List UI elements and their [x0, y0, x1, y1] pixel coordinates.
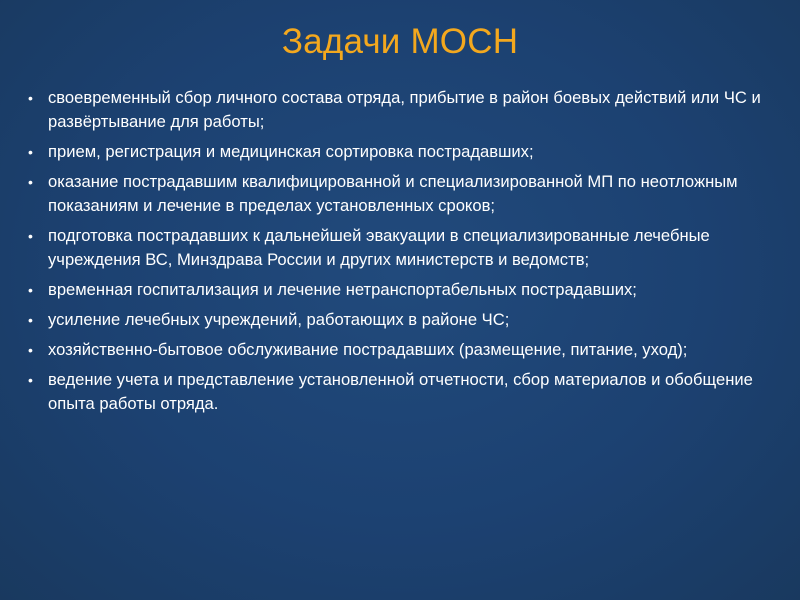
list-item: [28, 170, 780, 218]
bullet-icon: •: [28, 144, 33, 160]
bullet-icon: •: [28, 174, 33, 190]
list-item: [28, 308, 780, 332]
list-item: [28, 224, 780, 272]
list-item-text: временная госпитализация и лечение нетранспортабельных пострадавших;: [48, 280, 637, 299]
bullet-icon: •: [28, 228, 33, 244]
list-item: [28, 278, 780, 302]
list-item: [28, 338, 780, 362]
list-item-text: хозяйственно-бытовое обслуживание пострадавших (размещение, питание, уход);: [48, 340, 688, 359]
bullet-list: [28, 86, 780, 422]
slide-title: Задачи МОСН: [281, 22, 519, 61]
bullet-icon: •: [28, 282, 33, 298]
bullet-icon: •: [28, 372, 33, 388]
list-item-text: прием, регистрация и медицинская сортировка пострадавших;: [48, 142, 534, 161]
list-item-text: усиление лечебных учреждений, работающих в районе ЧС;: [48, 310, 510, 329]
list-item-text: своевременный сбор личного состава отряда, прибытие в район боевых действий или ЧС и развёртывание для работы;: [48, 88, 761, 131]
list-item-text: подготовка пострадавших к дальнейшей эвакуации в специализированные лечебные учреждения ВС, Минздрава России и других министерств и ведомств;: [48, 226, 710, 269]
bullet-icon: •: [28, 342, 33, 358]
list-item-text: оказание пострадавшим квалифицированной и специализированной МП по неотложным показаниям и лечение в пределах установленных сроков;: [48, 172, 738, 215]
list-item: [28, 86, 780, 134]
list-item: [28, 140, 780, 164]
bullet-icon: •: [28, 90, 33, 106]
list-item-text: ведение учета и представление установленной отчетности, сбор материалов и обобщение опыта работы отряда.: [48, 370, 753, 413]
list-item: [28, 368, 780, 416]
bullet-icon: •: [28, 312, 33, 328]
